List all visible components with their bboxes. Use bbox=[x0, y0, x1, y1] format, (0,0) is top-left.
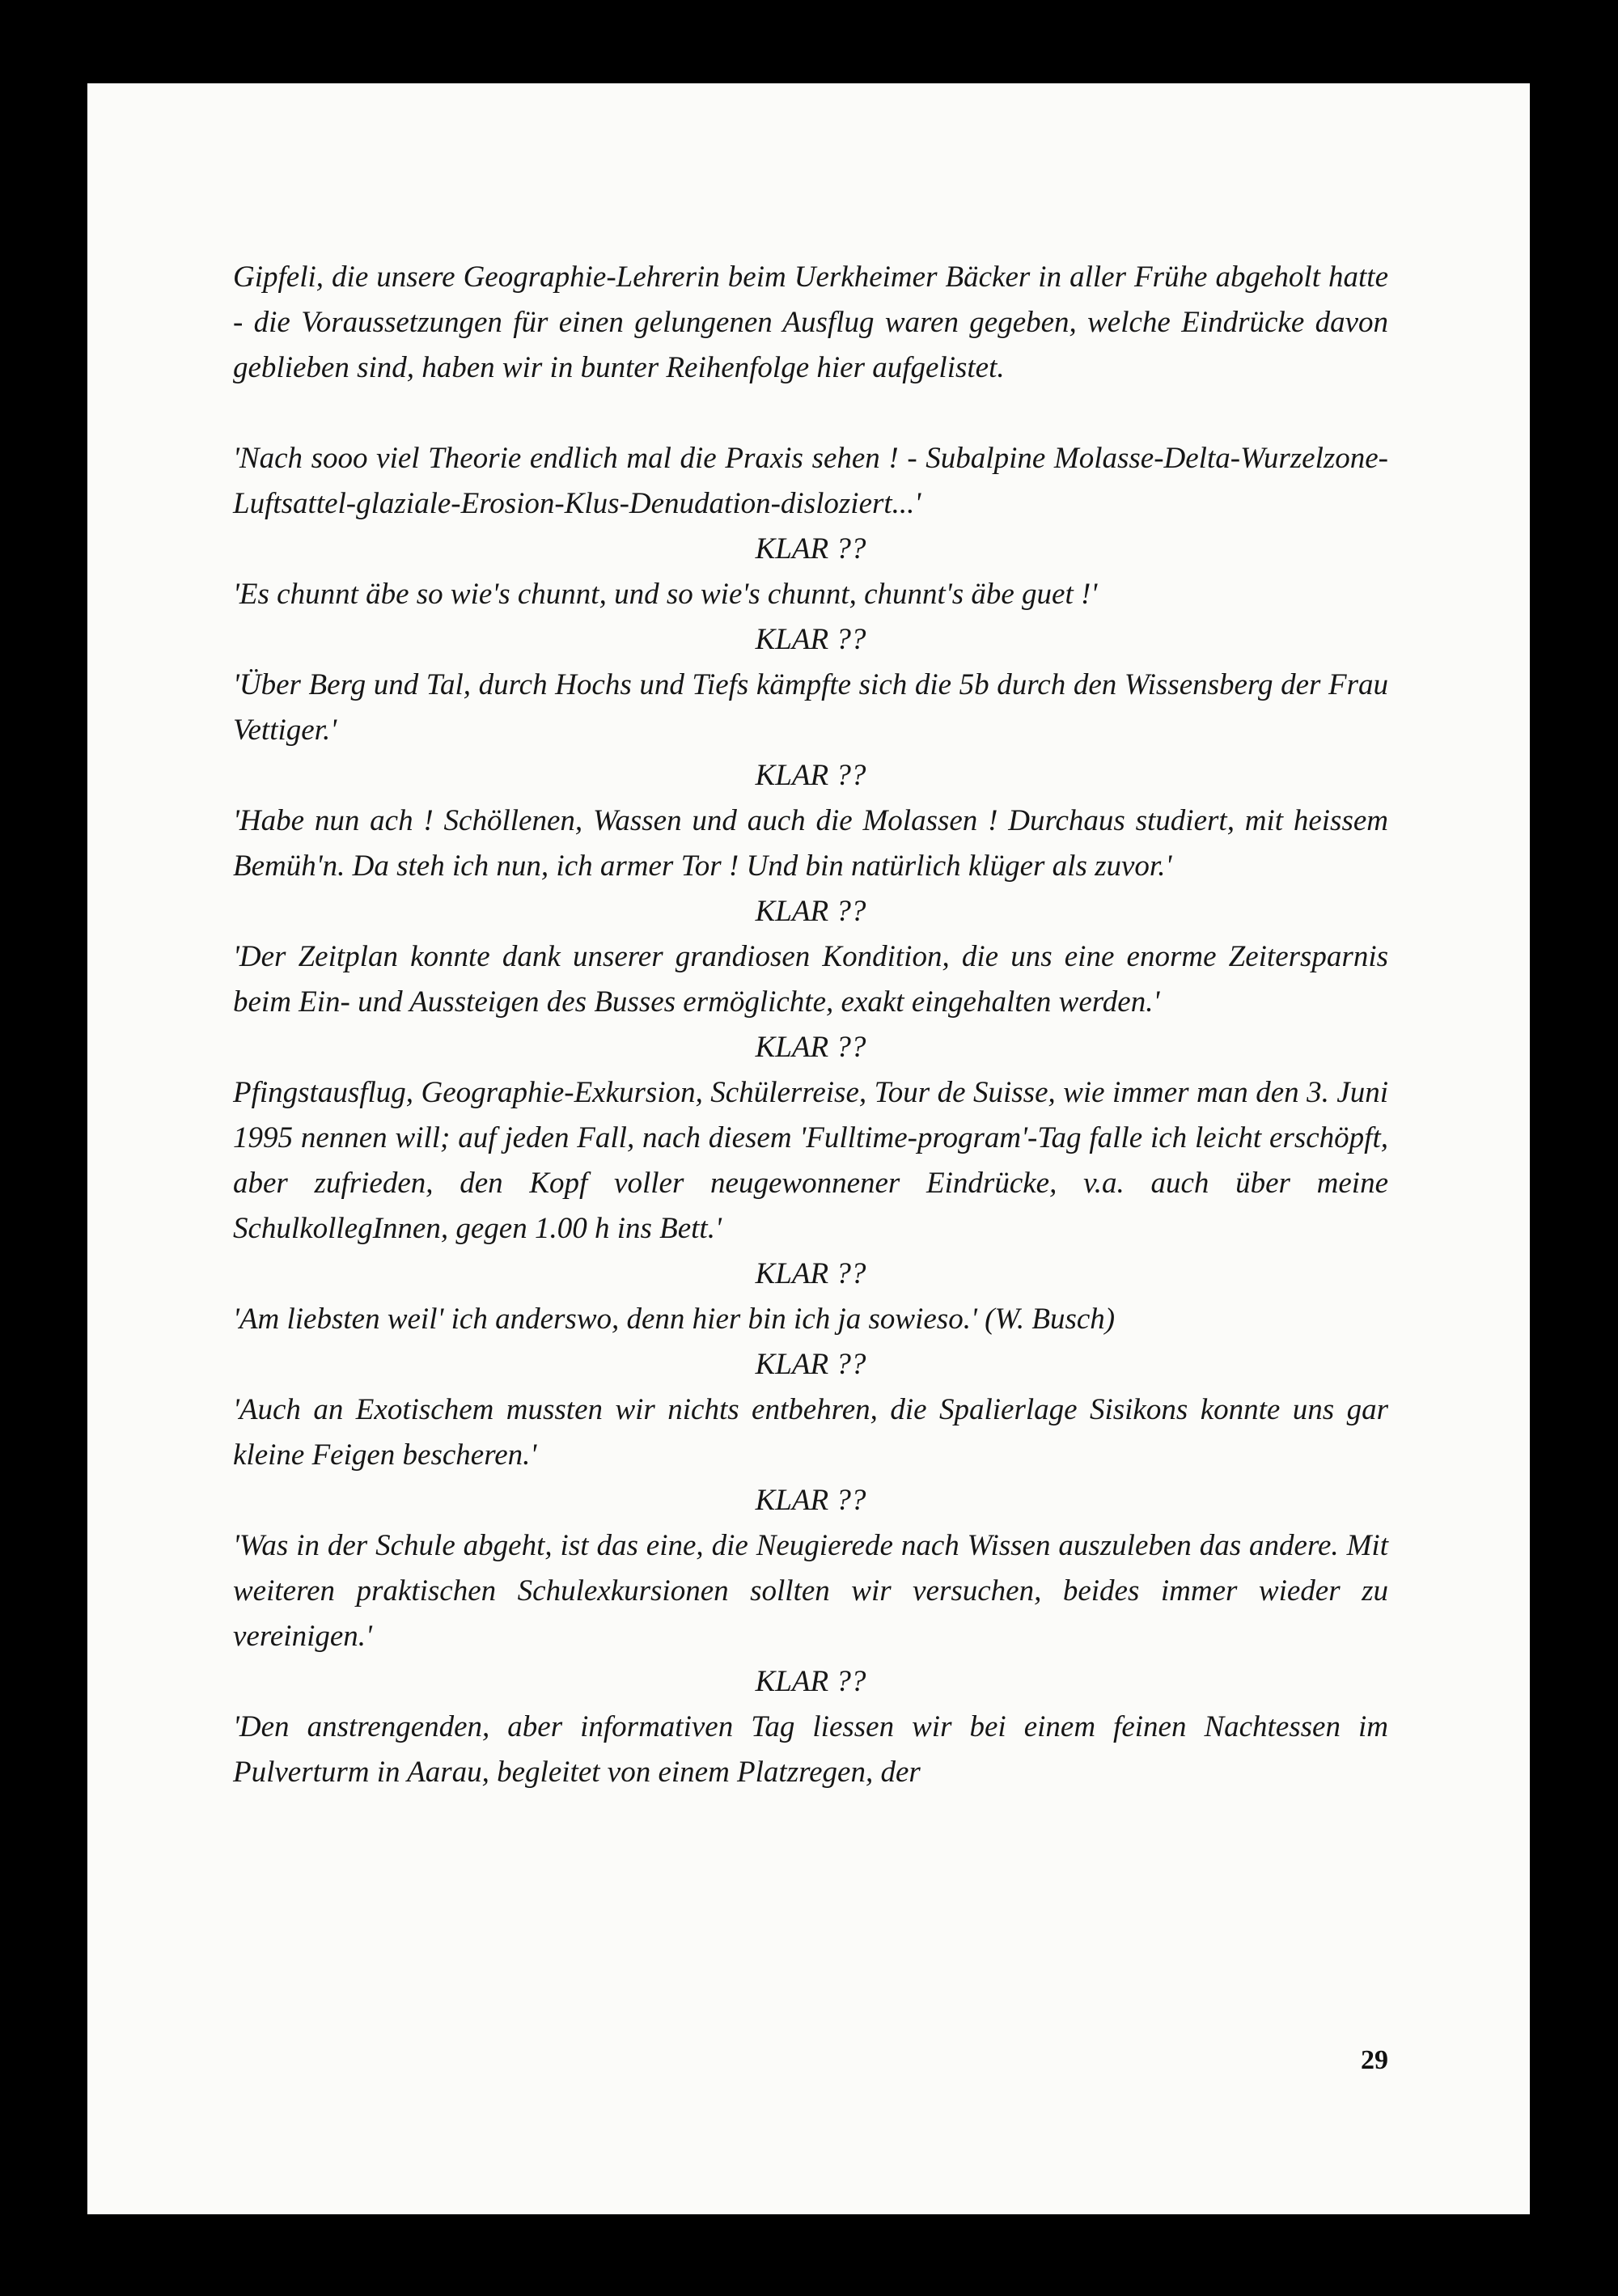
klar-line: KLAR ?? bbox=[755, 895, 866, 928]
paragraph-intro: Gipfeli, die unsere Geographie-Lehrerin beim Uerkheimer Bäcker in aller Frühe abgeholt hatte - die Voraussetzungen für einen gelungenen Ausflug waren gegeben, welche Eindrücke davon geblieben sind, haben wir in bunter Reihenfolge hier aufgelistet. bbox=[233, 261, 1388, 384]
paragraph-quote: 'Der Zeitplan konnte dank unserer grandiosen Kondition, die uns eine enorme Zeitersparnis beim Ein- und Aussteigen des Busses ermöglichte, exakt eingehalten werden.' bbox=[233, 940, 1388, 1019]
klar-line: KLAR ?? bbox=[755, 532, 866, 566]
paragraph-quote: 'Den anstrengenden, aber informativen Tag liessen wir bei einem feinen Nachtessen im Pulverturm in Aarau, begleitet von einem Platzregen, der bbox=[233, 1710, 1388, 1789]
paragraph-quote: 'Am liebsten weil' ich anderswo, denn hier bin ich ja sowieso.' (W. Busch) bbox=[233, 1303, 1116, 1336]
paragraph-quote: 'Es chunnt äbe so wie's chunnt, und so wie's chunnt, chunnt's äbe guet !' bbox=[233, 578, 1098, 611]
paragraph-quote: 'Über Berg und Tal, durch Hochs und Tiefs kämpfte sich die 5b durch den Wissensberg der Frau Vettiger.' bbox=[233, 668, 1388, 747]
page-number: 29 bbox=[1361, 2045, 1388, 2075]
klar-line: KLAR ?? bbox=[755, 1257, 866, 1290]
paragraph-quote: 'Habe nun ach ! Schöllenen, Wassen und auch die Molassen ! Durchaus studiert, mit heissem Bemüh'n. Da steh ich nun, ich armer Tor ! Und bin natürlich klüger als zuvor.' bbox=[233, 804, 1388, 883]
klar-line: KLAR ?? bbox=[755, 1484, 866, 1517]
klar-line: KLAR ?? bbox=[755, 623, 866, 656]
klar-line: KLAR ?? bbox=[755, 1031, 866, 1064]
paragraph-quote: 'Was in der Schule abgeht, ist das eine, die Neugierede nach Wissen auszuleben das andere. Mit weiteren praktischen Schulexkursionen sollten wir versuchen, beides immer wieder zu vereinigen.' bbox=[233, 1529, 1388, 1653]
klar-line: KLAR ?? bbox=[755, 1665, 866, 1698]
text-column bbox=[233, 255, 1388, 1795]
paragraph-quote: 'Nach sooo viel Theorie endlich mal die Praxis sehen ! - Subalpine Molasse-Delta-Wurzelzone-Luftsattel-glaziale-Erosion-Klus-Denudation-disloziert...' bbox=[233, 442, 1388, 520]
paragraph-quote: 'Auch an Exotischem mussten wir nichts entbehren, die Spalierlage Sisikons konnte uns gar kleine Feigen bescheren.' bbox=[233, 1393, 1388, 1472]
paragraph-quote: Pfingstausflug, Geographie-Exkursion, Schülerreise, Tour de Suisse, wie immer man den 3. Juni 1995 nennen will; auf jeden Fall, nach diesem 'Fulltime-program'-Tag falle ich leicht erschöpft, aber zufrieden, den Kopf voller neugewonnener Eindrücke, v.a. auch über meine SchulkollegInnen, gegen 1.00 h ins Bett.' bbox=[233, 1076, 1388, 1245]
klar-line: KLAR ?? bbox=[755, 759, 866, 792]
document-sheet bbox=[87, 83, 1530, 2214]
klar-line: KLAR ?? bbox=[755, 1348, 866, 1381]
